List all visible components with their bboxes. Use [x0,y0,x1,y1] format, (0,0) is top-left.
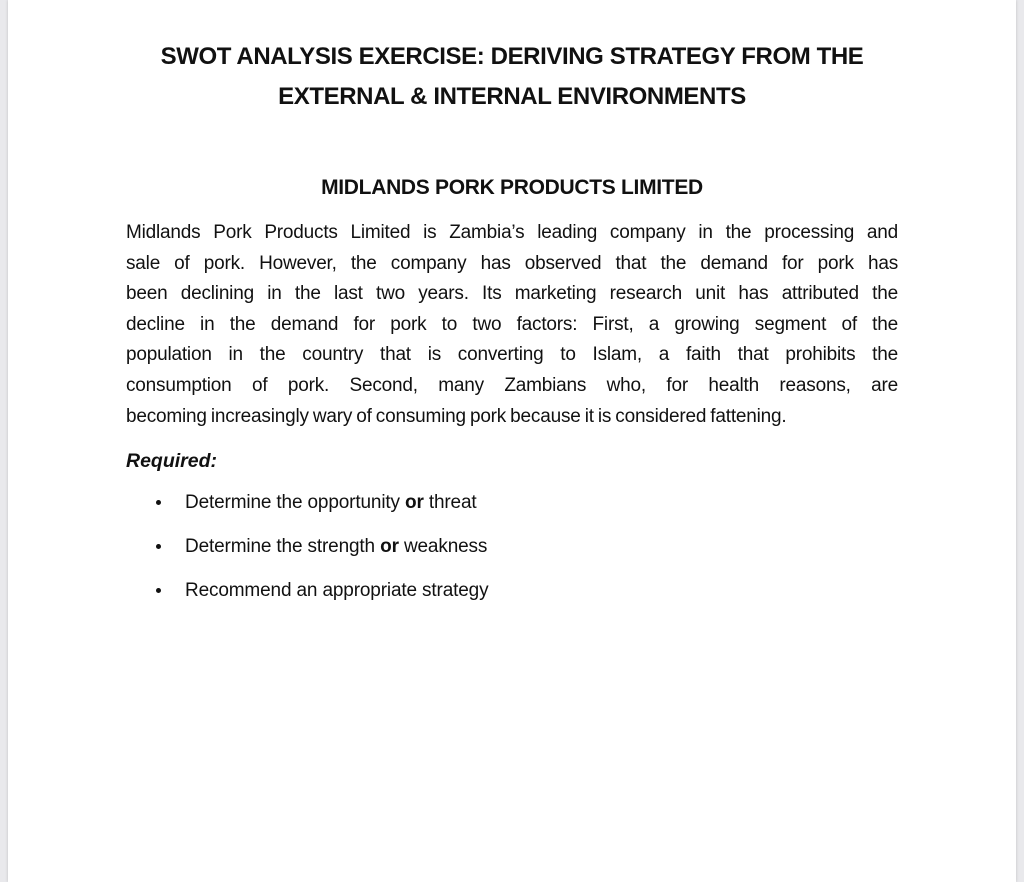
paragraph-line: consumption of pork. Second, many Zambians who, for health reasons, are [126,374,898,396]
company-heading: MIDLANDS PORK PRODUCTS LIMITED [321,176,703,199]
required-label: Required: [126,450,218,472]
list-item-emphasis: or [405,492,424,513]
list-item-text-start: Determine the opportunity [185,492,405,513]
bullet-icon [156,500,161,505]
list-item-text [185,487,477,519]
list-item-text-end: threat [423,492,477,513]
list-item-text-end: weakness [398,536,488,557]
case-paragraph [126,218,898,432]
list-item-text [185,575,488,607]
bullet-icon [156,588,161,593]
page-title [8,37,1016,117]
paragraph-line: been declining in the last two years. Its marketing research unit has attributed the [126,283,898,305]
paragraph-line: sale of pork. However, the company has observed that the demand for pork has [126,252,898,274]
list-item-text [185,531,487,563]
list-item-text-start: Recommend an appropriate strategy [185,580,489,601]
paragraph-line: population in the country that is converting to Islam, a faith that prohibits the [126,344,898,366]
paragraph-line: becoming increasingly wary of consuming pork because it is considered fattening. [126,405,787,427]
paragraph-line: decline in the demand for pork to two factors: First, a growing segment of the [126,313,898,335]
list-item-text-start: Determine the strength [185,536,381,557]
list-item-emphasis: or [380,536,399,557]
document-page [8,0,1016,882]
paragraph-line: Midlands Pork Products Limited is Zambia’s leading company in the processing and [126,222,898,243]
page-title-line-1: SWOT ANALYSIS EXERCISE: DERIVING STRATEGY FROM THE [160,43,864,70]
page-title-line-2: EXTERNAL & INTERNAL ENVIRONMENTS [278,83,746,110]
bullet-icon [156,544,161,549]
